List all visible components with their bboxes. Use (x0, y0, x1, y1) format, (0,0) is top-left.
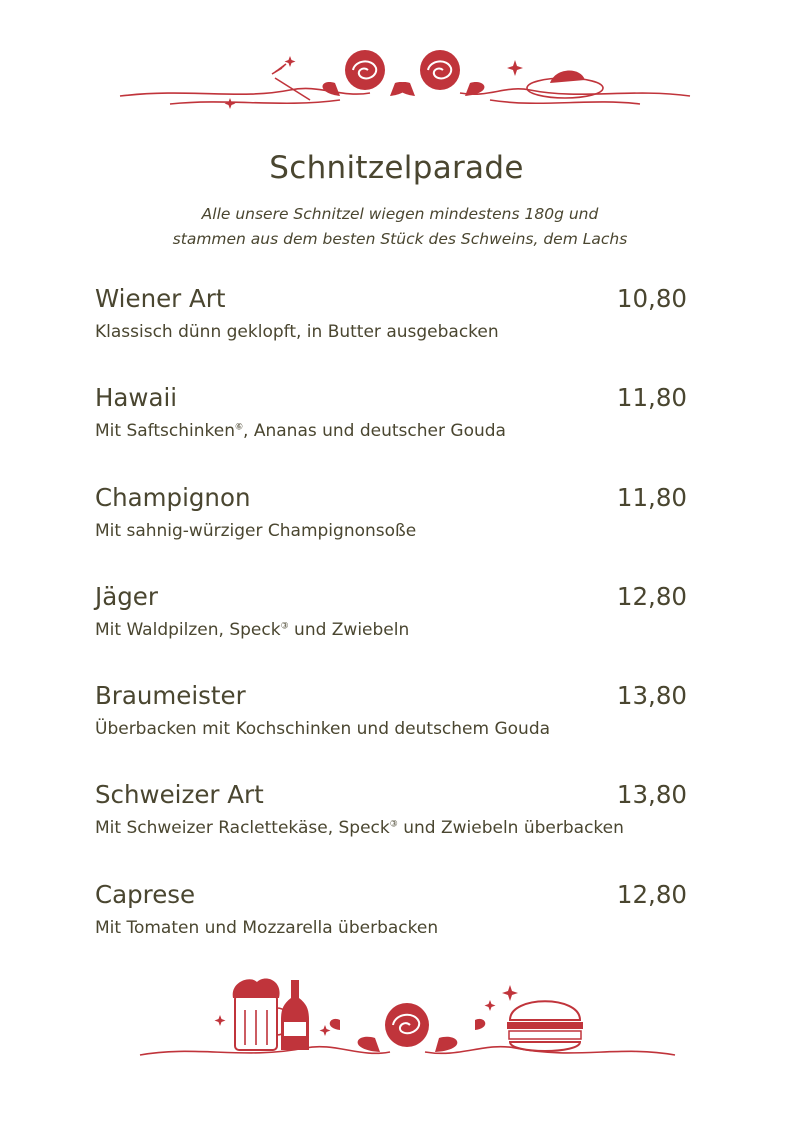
beer-mug-icon (233, 979, 289, 1050)
menu-item-champignon (95, 483, 695, 582)
allergen-mark: ③ (389, 819, 398, 830)
desc-part: Mit Saftschinken (95, 421, 235, 442)
item-name: Braumeister (95, 681, 246, 711)
menu-item-braumeister (95, 681, 695, 780)
desc-part: Mit Schweizer Raclettekäse, Speck (95, 818, 390, 839)
menu-item-caprese (95, 880, 695, 979)
menu-item-wiener-art (95, 284, 695, 383)
item-price: 11,80 (616, 482, 687, 512)
item-name: Caprese (95, 879, 196, 909)
menu-item-hawaii (95, 383, 695, 482)
item-description (95, 818, 624, 838)
desc-part: Mit Waldpilzen, Speck (95, 619, 281, 640)
page-title: Schnitzelparade (269, 150, 524, 186)
subtitle-line: stammen aus dem besten Stück des Schweins, dem Lachs (172, 230, 628, 248)
item-description: Überbacken mit Kochschinken und deutschem Gouda (95, 719, 551, 740)
rose-icon (323, 50, 408, 96)
item-price: 13,80 (616, 681, 687, 711)
item-description: Klassisch dünn geklopft, in Butter ausgebacken (95, 322, 499, 342)
item-name: Schweizer Art (95, 780, 264, 810)
item-price: 13,80 (616, 780, 687, 810)
bottle-icon (281, 980, 309, 1050)
desc-part: , Ananas und deutscher Gouda (243, 421, 506, 442)
item-description (95, 421, 506, 441)
item-name: Hawaii (95, 383, 178, 413)
item-description: Mit sahnig-würziger Champignonsoße (95, 520, 417, 541)
burger-icon (507, 1001, 583, 1051)
subtitle-line: Alle unsere Schnitzel wiegen mindestens 180g und (201, 205, 599, 223)
desc-part: und Zwiebeln (288, 619, 410, 640)
item-price: 12,80 (616, 879, 687, 909)
fork-icon (272, 64, 310, 100)
bottom-ornament (135, 970, 680, 1075)
allergen-mark: ⑥ (234, 422, 244, 433)
rose-icon (330, 1003, 486, 1052)
menu-item-jaeger (95, 582, 695, 681)
item-name: Jäger (95, 581, 158, 611)
menu-item-schweizer-art (95, 780, 695, 879)
item-description: Mit Tomaten und Mozzarella überbacken (95, 917, 439, 938)
item-name: Champignon (95, 482, 251, 512)
subtitle (140, 202, 660, 252)
item-price: 11,80 (616, 383, 687, 413)
item-price: 12,80 (616, 581, 687, 611)
item-name: Wiener Art (95, 284, 226, 313)
rose-icon (398, 50, 485, 96)
top-ornament (110, 38, 700, 118)
menu-list (95, 284, 695, 979)
item-price: 10,80 (616, 284, 687, 313)
item-description (95, 620, 409, 640)
allergen-mark: ③ (280, 621, 289, 632)
desc-part: und Zwiebeln überbacken (397, 818, 624, 839)
